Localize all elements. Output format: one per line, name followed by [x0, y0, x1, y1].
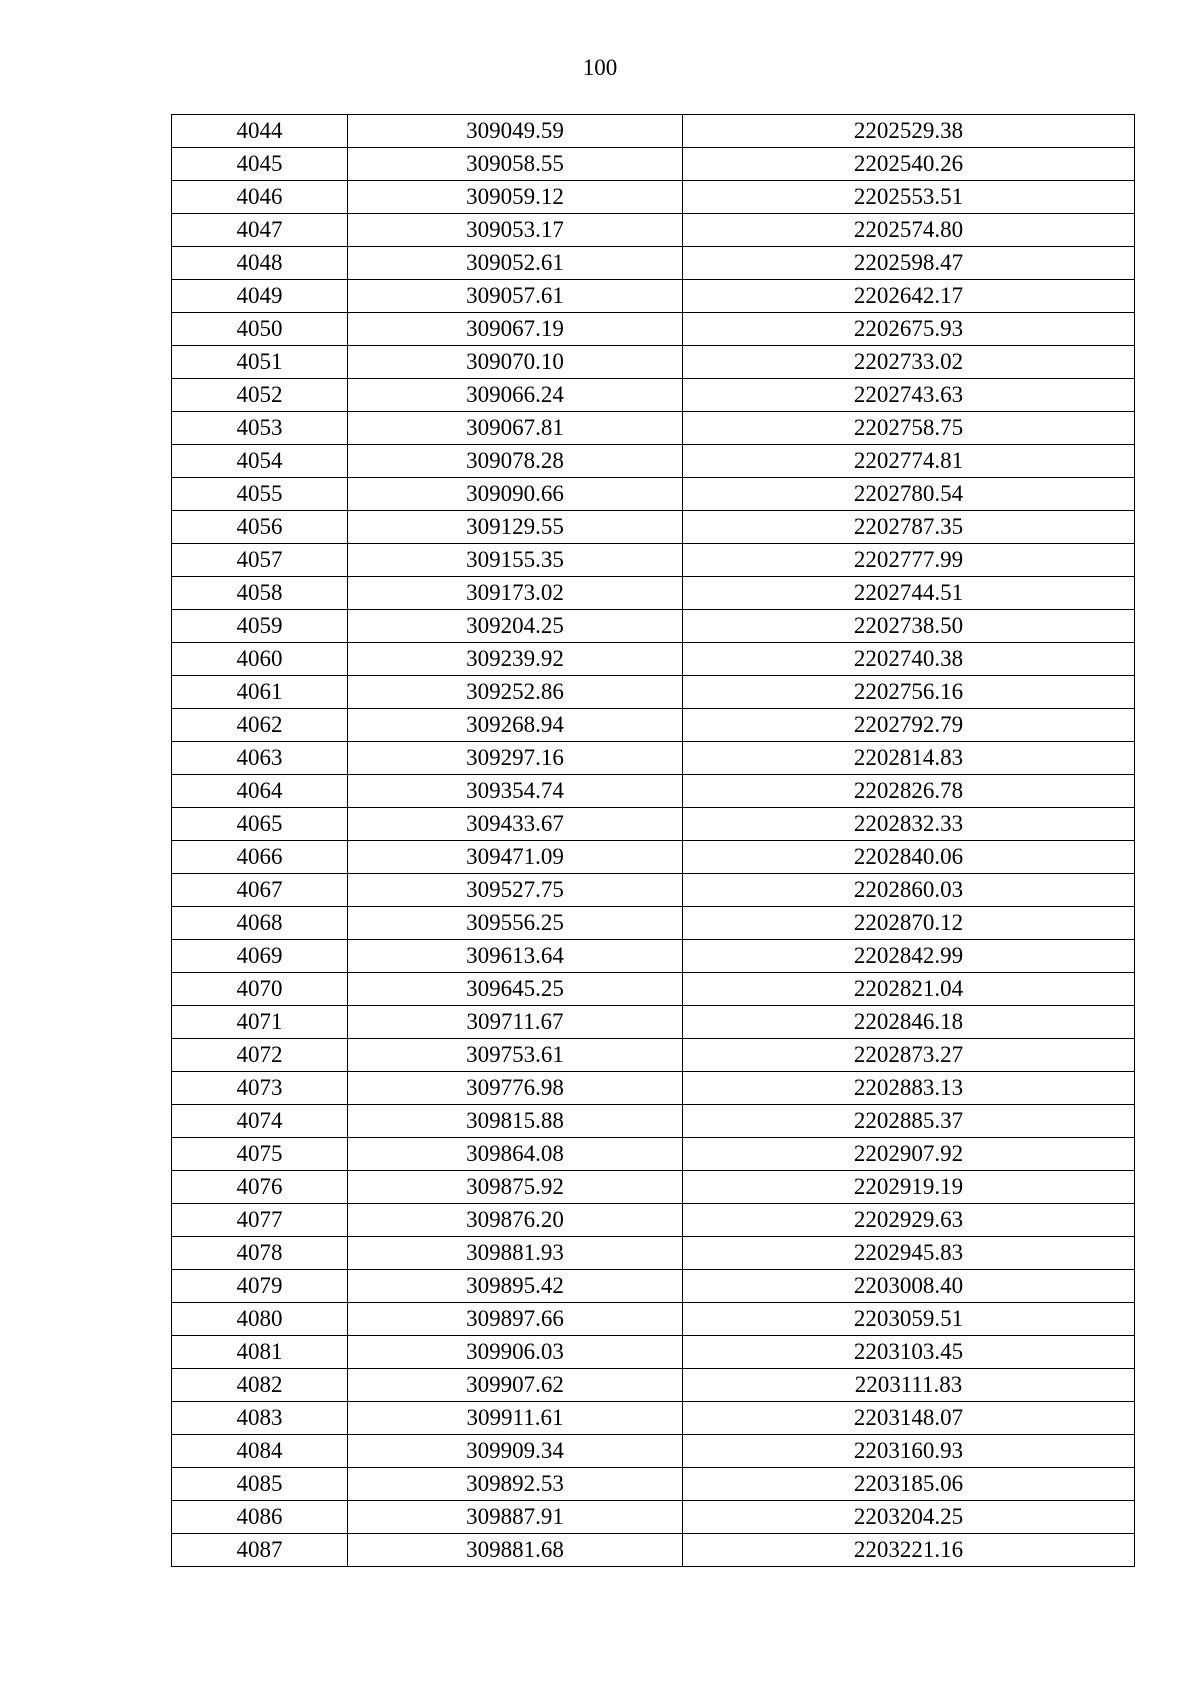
- point-number-cell: 4076: [172, 1171, 348, 1204]
- table-row: [172, 181, 1135, 214]
- x-coordinate-cell: 309753.61: [348, 1039, 683, 1072]
- table-row: [172, 709, 1135, 742]
- y-coordinate-cell: 2202642.17: [683, 280, 1135, 313]
- y-coordinate-cell: 2203059.51: [683, 1303, 1135, 1336]
- table-row: [172, 313, 1135, 346]
- x-coordinate-cell: 309556.25: [348, 907, 683, 940]
- y-coordinate-cell: 2202675.93: [683, 313, 1135, 346]
- point-number-cell: 4069: [172, 940, 348, 973]
- y-coordinate-cell: 2202826.78: [683, 775, 1135, 808]
- y-coordinate-cell: 2202846.18: [683, 1006, 1135, 1039]
- point-number-cell: 4075: [172, 1138, 348, 1171]
- table-row: [172, 1336, 1135, 1369]
- table-row: [172, 544, 1135, 577]
- y-coordinate-cell: 2202598.47: [683, 247, 1135, 280]
- table-row: [172, 412, 1135, 445]
- table-row: [172, 148, 1135, 181]
- x-coordinate-cell: 309129.55: [348, 511, 683, 544]
- point-number-cell: 4084: [172, 1435, 348, 1468]
- x-coordinate-cell: 309881.93: [348, 1237, 683, 1270]
- point-number-cell: 4055: [172, 478, 348, 511]
- x-coordinate-cell: 309875.92: [348, 1171, 683, 1204]
- y-coordinate-cell: 2202929.63: [683, 1204, 1135, 1237]
- point-number-cell: 4083: [172, 1402, 348, 1435]
- y-coordinate-cell: 2202740.38: [683, 643, 1135, 676]
- table-row: [172, 1072, 1135, 1105]
- y-coordinate-cell: 2203103.45: [683, 1336, 1135, 1369]
- point-number-cell: 4064: [172, 775, 348, 808]
- point-number-cell: 4053: [172, 412, 348, 445]
- y-coordinate-cell: 2203204.25: [683, 1501, 1135, 1534]
- x-coordinate-cell: 309057.61: [348, 280, 683, 313]
- y-coordinate-cell: 2202832.33: [683, 808, 1135, 841]
- point-number-cell: 4047: [172, 214, 348, 247]
- x-coordinate-cell: 309067.19: [348, 313, 683, 346]
- point-number-cell: 4078: [172, 1237, 348, 1270]
- table-row: [172, 1435, 1135, 1468]
- y-coordinate-cell: 2203185.06: [683, 1468, 1135, 1501]
- table-row: [172, 973, 1135, 1006]
- y-coordinate-cell: 2202821.04: [683, 973, 1135, 1006]
- y-coordinate-cell: 2202883.13: [683, 1072, 1135, 1105]
- point-number-cell: 4085: [172, 1468, 348, 1501]
- table-row: [172, 1303, 1135, 1336]
- point-number-cell: 4074: [172, 1105, 348, 1138]
- x-coordinate-cell: 309078.28: [348, 445, 683, 478]
- x-coordinate-cell: 309527.75: [348, 874, 683, 907]
- x-coordinate-cell: 309906.03: [348, 1336, 683, 1369]
- y-coordinate-cell: 2202870.12: [683, 907, 1135, 940]
- x-coordinate-cell: 309911.61: [348, 1402, 683, 1435]
- y-coordinate-cell: 2202945.83: [683, 1237, 1135, 1270]
- table-row: [172, 115, 1135, 148]
- y-coordinate-cell: 2202787.35: [683, 511, 1135, 544]
- point-number-cell: 4079: [172, 1270, 348, 1303]
- y-coordinate-cell: 2202919.19: [683, 1171, 1135, 1204]
- point-number-cell: 4068: [172, 907, 348, 940]
- point-number-cell: 4045: [172, 148, 348, 181]
- y-coordinate-cell: 2202529.38: [683, 115, 1135, 148]
- x-coordinate-cell: 309070.10: [348, 346, 683, 379]
- x-coordinate-cell: 309173.02: [348, 577, 683, 610]
- table-row: [172, 478, 1135, 511]
- table-row: [172, 1105, 1135, 1138]
- table-row: [172, 1171, 1135, 1204]
- table-row: [172, 214, 1135, 247]
- table-row: [172, 1534, 1135, 1567]
- point-number-cell: 4080: [172, 1303, 348, 1336]
- table-row: [172, 379, 1135, 412]
- y-coordinate-cell: 2203221.16: [683, 1534, 1135, 1567]
- y-coordinate-cell: 2202840.06: [683, 841, 1135, 874]
- table-row: [172, 346, 1135, 379]
- y-coordinate-cell: 2202777.99: [683, 544, 1135, 577]
- y-coordinate-cell: 2202907.92: [683, 1138, 1135, 1171]
- x-coordinate-cell: 309876.20: [348, 1204, 683, 1237]
- point-number-cell: 4061: [172, 676, 348, 709]
- y-coordinate-cell: 2202574.80: [683, 214, 1135, 247]
- y-coordinate-cell: 2202873.27: [683, 1039, 1135, 1072]
- table-row: [172, 742, 1135, 775]
- y-coordinate-cell: 2202814.83: [683, 742, 1135, 775]
- point-number-cell: 4046: [172, 181, 348, 214]
- table-row: [172, 874, 1135, 907]
- y-coordinate-cell: 2202540.26: [683, 148, 1135, 181]
- x-coordinate-cell: 309892.53: [348, 1468, 683, 1501]
- y-coordinate-cell: 2202885.37: [683, 1105, 1135, 1138]
- point-number-cell: 4072: [172, 1039, 348, 1072]
- point-number-cell: 4073: [172, 1072, 348, 1105]
- y-coordinate-cell: 2203111.83: [683, 1369, 1135, 1402]
- y-coordinate-cell: 2202780.54: [683, 478, 1135, 511]
- x-coordinate-cell: 309049.59: [348, 115, 683, 148]
- point-number-cell: 4058: [172, 577, 348, 610]
- table-row: [172, 940, 1135, 973]
- y-coordinate-cell: 2202553.51: [683, 181, 1135, 214]
- x-coordinate-cell: 309053.17: [348, 214, 683, 247]
- point-number-cell: 4048: [172, 247, 348, 280]
- table-row: [172, 1270, 1135, 1303]
- table-row: [172, 841, 1135, 874]
- x-coordinate-cell: 309067.81: [348, 412, 683, 445]
- table-row: [172, 1006, 1135, 1039]
- x-coordinate-cell: 309252.86: [348, 676, 683, 709]
- point-number-cell: 4057: [172, 544, 348, 577]
- x-coordinate-cell: 309887.91: [348, 1501, 683, 1534]
- y-coordinate-cell: 2202743.63: [683, 379, 1135, 412]
- x-coordinate-cell: 309204.25: [348, 610, 683, 643]
- point-number-cell: 4065: [172, 808, 348, 841]
- point-number-cell: 4050: [172, 313, 348, 346]
- point-number-cell: 4059: [172, 610, 348, 643]
- table-row: [172, 775, 1135, 808]
- x-coordinate-cell: 309239.92: [348, 643, 683, 676]
- x-coordinate-cell: 309297.16: [348, 742, 683, 775]
- x-coordinate-cell: 309066.24: [348, 379, 683, 412]
- y-coordinate-cell: 2203148.07: [683, 1402, 1135, 1435]
- table-row: [172, 643, 1135, 676]
- x-coordinate-cell: 309909.34: [348, 1435, 683, 1468]
- table-row: [172, 1138, 1135, 1171]
- point-number-cell: 4052: [172, 379, 348, 412]
- table-row: [172, 280, 1135, 313]
- table-body: [172, 115, 1135, 1567]
- point-number-cell: 4044: [172, 115, 348, 148]
- point-number-cell: 4081: [172, 1336, 348, 1369]
- x-coordinate-cell: 309059.12: [348, 181, 683, 214]
- table-row: [172, 1468, 1135, 1501]
- x-coordinate-cell: 309897.66: [348, 1303, 683, 1336]
- point-number-cell: 4066: [172, 841, 348, 874]
- x-coordinate-cell: 309645.25: [348, 973, 683, 1006]
- x-coordinate-cell: 309433.67: [348, 808, 683, 841]
- x-coordinate-cell: 309613.64: [348, 940, 683, 973]
- y-coordinate-cell: 2202774.81: [683, 445, 1135, 478]
- table-row: [172, 247, 1135, 280]
- x-coordinate-cell: 309881.68: [348, 1534, 683, 1567]
- table-row: [172, 610, 1135, 643]
- coordinates-table: [171, 114, 1135, 1567]
- x-coordinate-cell: 309090.66: [348, 478, 683, 511]
- point-number-cell: 4082: [172, 1369, 348, 1402]
- point-number-cell: 4056: [172, 511, 348, 544]
- page-number: 100: [582, 55, 618, 80]
- table-row: [172, 1501, 1135, 1534]
- point-number-cell: 4054: [172, 445, 348, 478]
- table-row: [172, 1039, 1135, 1072]
- y-coordinate-cell: 2202756.16: [683, 676, 1135, 709]
- x-coordinate-cell: 309895.42: [348, 1270, 683, 1303]
- point-number-cell: 4071: [172, 1006, 348, 1039]
- y-coordinate-cell: 2202744.51: [683, 577, 1135, 610]
- x-coordinate-cell: 309155.35: [348, 544, 683, 577]
- x-coordinate-cell: 309058.55: [348, 148, 683, 181]
- point-number-cell: 4063: [172, 742, 348, 775]
- y-coordinate-cell: 2202842.99: [683, 940, 1135, 973]
- y-coordinate-cell: 2202792.79: [683, 709, 1135, 742]
- y-coordinate-cell: 2202738.50: [683, 610, 1135, 643]
- point-number-cell: 4086: [172, 1501, 348, 1534]
- table-row: [172, 676, 1135, 709]
- table-row: [172, 577, 1135, 610]
- point-number-cell: 4060: [172, 643, 348, 676]
- point-number-cell: 4067: [172, 874, 348, 907]
- point-number-cell: 4049: [172, 280, 348, 313]
- table-row: [172, 1204, 1135, 1237]
- x-coordinate-cell: 309776.98: [348, 1072, 683, 1105]
- x-coordinate-cell: 309815.88: [348, 1105, 683, 1138]
- x-coordinate-cell: 309907.62: [348, 1369, 683, 1402]
- point-number-cell: 4051: [172, 346, 348, 379]
- table-row: [172, 1237, 1135, 1270]
- point-number-cell: 4062: [172, 709, 348, 742]
- table-row: [172, 907, 1135, 940]
- table-row: [172, 808, 1135, 841]
- y-coordinate-cell: 2203160.93: [683, 1435, 1135, 1468]
- x-coordinate-cell: 309354.74: [348, 775, 683, 808]
- point-number-cell: 4077: [172, 1204, 348, 1237]
- table-row: [172, 445, 1135, 478]
- y-coordinate-cell: 2202733.02: [683, 346, 1135, 379]
- table-row: [172, 1402, 1135, 1435]
- x-coordinate-cell: 309052.61: [348, 247, 683, 280]
- x-coordinate-cell: 309711.67: [348, 1006, 683, 1039]
- y-coordinate-cell: 2203008.40: [683, 1270, 1135, 1303]
- x-coordinate-cell: 309471.09: [348, 841, 683, 874]
- table-row: [172, 511, 1135, 544]
- y-coordinate-cell: 2202758.75: [683, 412, 1135, 445]
- x-coordinate-cell: 309268.94: [348, 709, 683, 742]
- x-coordinate-cell: 309864.08: [348, 1138, 683, 1171]
- point-number-cell: 4087: [172, 1534, 348, 1567]
- point-number-cell: 4070: [172, 973, 348, 1006]
- table-row: [172, 1369, 1135, 1402]
- y-coordinate-cell: 2202860.03: [683, 874, 1135, 907]
